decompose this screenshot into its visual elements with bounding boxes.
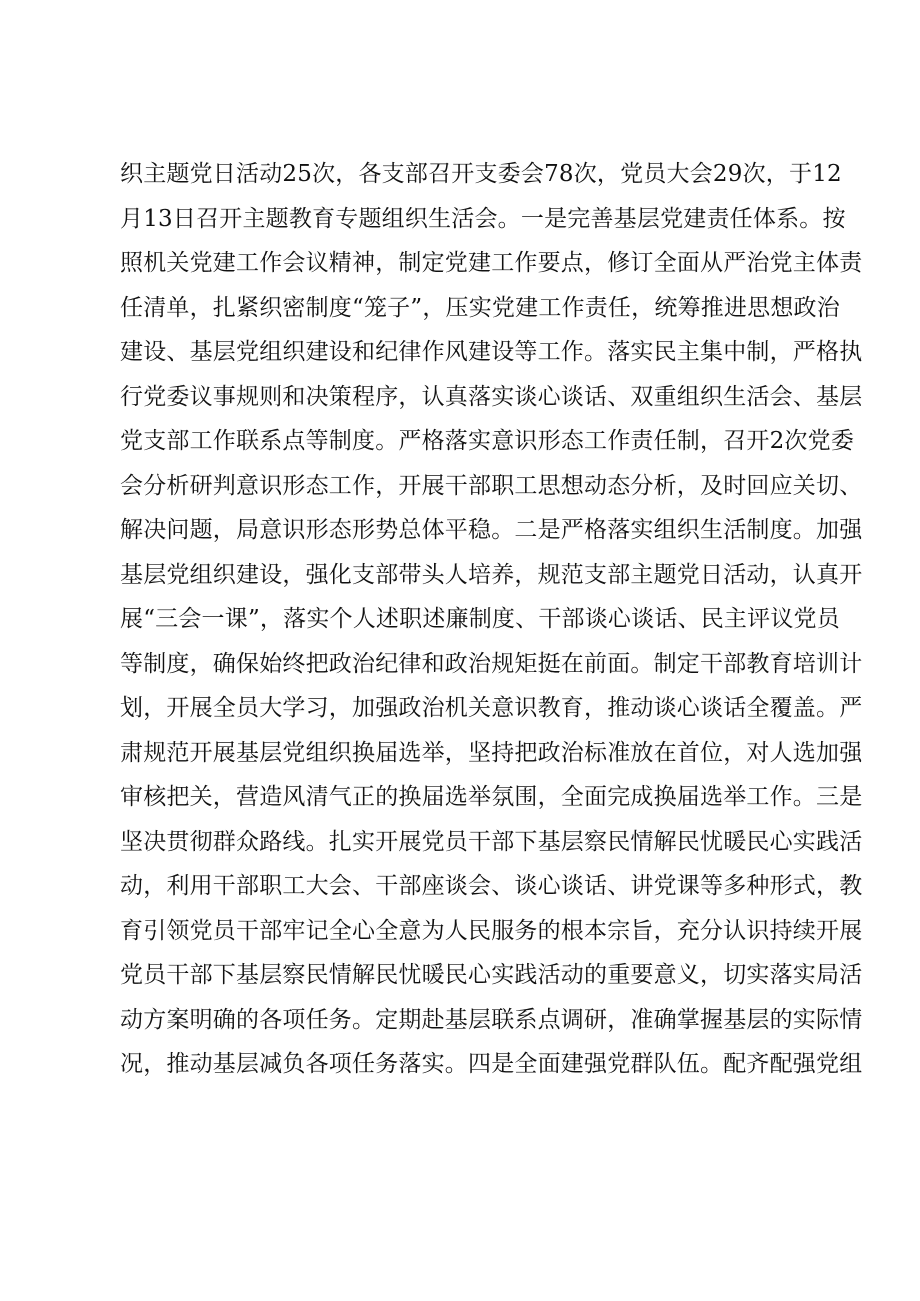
text-line: 建设、基层党组织建设和纪律作风建设等工作。落实民主集中制，严格执 [120, 339, 863, 365]
text-line: 动方案明确的各项任务。定期赴基层联系点调研，准确掌握基层的实际情 [120, 1006, 863, 1033]
text-line: 任清单，扎紧织密制度“笼子”，压实党建工作责任，统筹推进思想政治 [120, 294, 840, 321]
text-line: 况，推动基层减负各项任务落实。四是全面建强党群队伍。配齐配强党组 [120, 1051, 863, 1077]
text-line: 审核把关，营造风清气正的换届选举氛围，全面完成换届选举工作。三是 [120, 784, 863, 810]
text-line: 照机关党建工作会议精神，制定党建工作要点，修订全面从严治党主体责 [120, 250, 863, 276]
text-line: 划，开展全员大学习，加强政治机关意识教育，推动谈心谈话全覆盖。严 [120, 695, 863, 721]
body-paragraph [120, 152, 863, 1087]
text-line: 展“三会一课”，落实个人述职述廉制度、干部谈心谈话、民主评议党员 [120, 606, 840, 632]
text-line: 等制度，确保始终把政治纪律和政治规矩挺在前面。制定干部教育培训计 [120, 650, 863, 677]
text-line: 动，利用干部职工大会、干部座谈会、谈心谈话、讲党课等多种形式，教 [120, 873, 863, 899]
text-line: 解决问题，局意识形态形势总体平稳。二是严格落实组织生活制度。加强 [120, 517, 863, 543]
text-line: 育引领党员干部牢记全心全意为人民服务的根本宗旨，充分认识持续开展 [120, 917, 863, 944]
text-line: 月13日召开主题教育专题组织生活会。一是完善基层党建责任体系。按 [120, 205, 846, 232]
text-line: 会分析研判意识形态工作，开展干部职工思想动态分析，及时回应关切、 [120, 472, 863, 499]
text-line: 党支部工作联系点等制度。严格落实意识形态工作责任制，召开2次党委 [120, 428, 855, 454]
text-line: 坚决贯彻群众路线。扎实开展党员干部下基层察民情解民忧暖民心实践活 [120, 828, 863, 855]
text-line: 基层党组织建设，强化支部带头人培养，规范支部主题党日活动，认真开 [120, 561, 863, 588]
text-line: 行党委议事规则和决策程序，认真落实谈心谈话、双重组织生活会、基层 [120, 383, 863, 410]
text-line: 织主题党日活动25次，各支部召开支委会78次，党员大会29次，于12 [120, 161, 842, 187]
text-line: 党员干部下基层察民情解民忧暖民心实践活动的重要意义，切实落实局活 [120, 962, 863, 988]
text-line: 肃规范开展基层党组织换届选举，坚持把政治标准放在首位，对人选加强 [120, 739, 863, 766]
